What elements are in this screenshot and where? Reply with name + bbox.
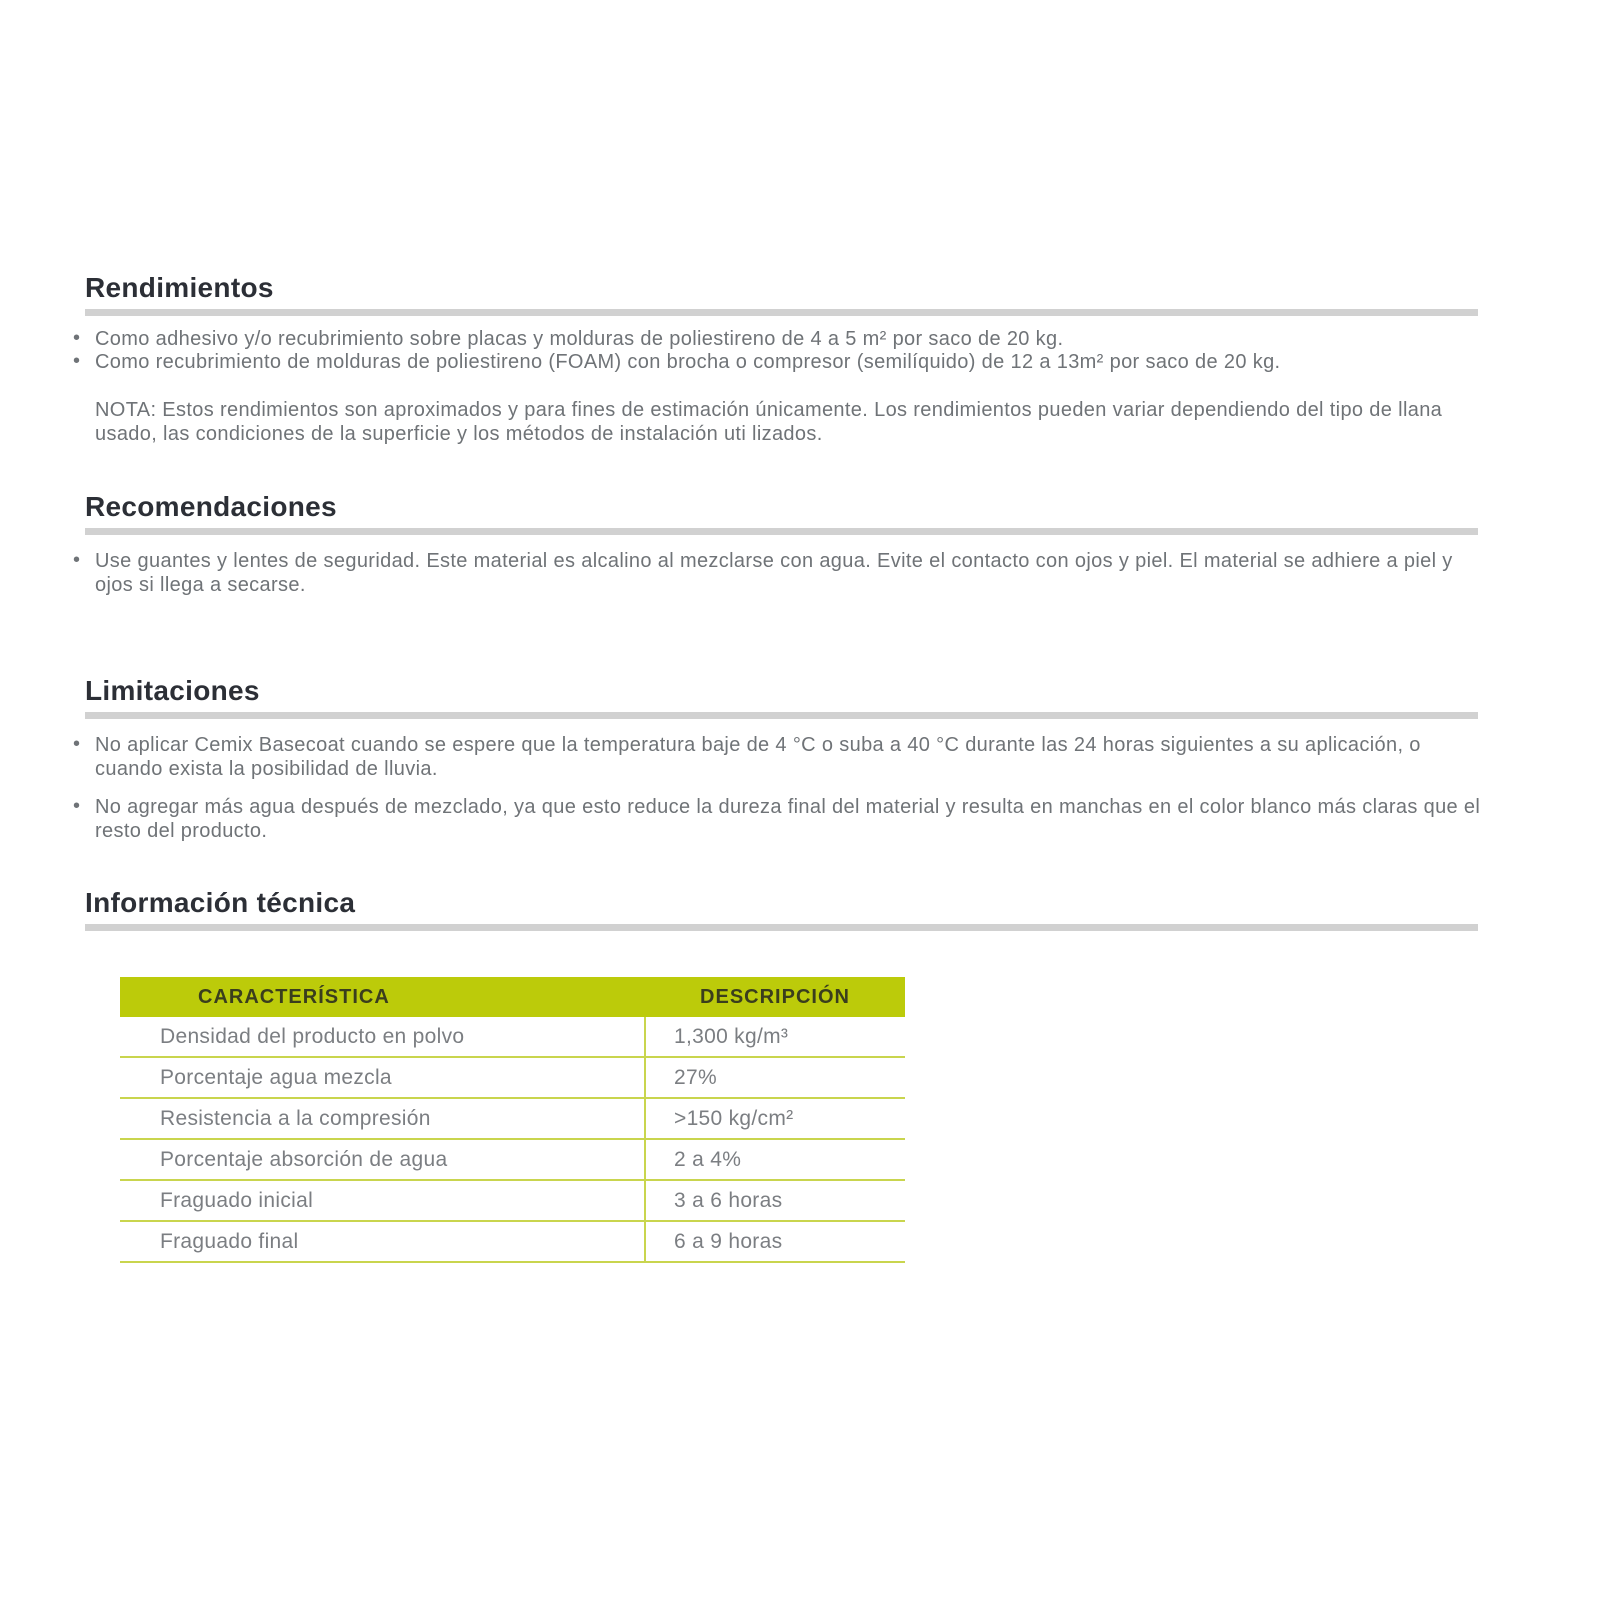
section-title-informacion-tecnica: Información técnica	[85, 887, 356, 918]
bullet-list-limitaciones	[73, 733, 1485, 843]
table-row	[120, 1180, 905, 1221]
section-recomendaciones	[85, 492, 1485, 597]
value-cell: 2 a 4%	[645, 1139, 905, 1180]
section-title-recomendaciones: Recomendaciones	[85, 491, 337, 522]
bullet-item: • No aplicar Cemix Basecoat cuando se espere que la temperatura baje de 4 °C o suba a 40 °C durante las 24 horas siguientes a su aplicación, o cuando exista la posibilidad de lluvia.	[73, 733, 1485, 781]
value-cell: 6 a 9 horas	[645, 1221, 905, 1262]
table-row	[120, 1017, 905, 1057]
bullet-list-rendimientos	[73, 328, 1485, 374]
technical-data-table	[120, 977, 905, 1263]
section-rendimientos	[85, 273, 1485, 446]
table-row	[120, 1139, 905, 1180]
feature-cell: Resistencia a la compresión	[120, 1098, 645, 1139]
datasheet-page	[85, 273, 1485, 1263]
feature-cell: Fraguado final	[120, 1221, 645, 1262]
column-header-caracteristica: CARACTERÍSTICA	[120, 977, 645, 1017]
section-informacion-tecnica	[85, 888, 1485, 1263]
feature-cell: Densidad del producto en polvo	[120, 1017, 645, 1057]
bullet-list-recomendaciones	[73, 549, 1485, 597]
feature-cell: Fraguado inicial	[120, 1180, 645, 1221]
value-cell: 3 a 6 horas	[645, 1180, 905, 1221]
table-row	[120, 1098, 905, 1139]
section-divider	[85, 309, 1478, 316]
column-header-descripcion: DESCRIPCIÓN	[645, 977, 905, 1017]
value-cell: >150 kg/cm²	[645, 1098, 905, 1139]
bullet-item: • Como adhesivo y/o recubrimiento sobre placas y molduras de poliestireno de 4 a 5 m² por saco de 20 kg.	[73, 328, 1485, 351]
bullet-item: • Como recubrimiento de molduras de poliestireno (FOAM) con brocha o compresor (semilíquido) de 12 a 13m² por saco de 20 kg.	[73, 351, 1485, 374]
section-limitaciones	[85, 676, 1485, 843]
table-row	[120, 1221, 905, 1262]
value-cell: 27%	[645, 1057, 905, 1098]
section-title-limitaciones: Limitaciones	[85, 675, 260, 706]
section-title-rendimientos: Rendimientos	[85, 272, 274, 303]
bullet-item: • Use guantes y lentes de seguridad. Este material es alcalino al mezclarse con agua. Evite el contacto con ojos y piel. El material se adhiere a piel y ojos si llega a secarse.	[73, 549, 1485, 597]
section-divider	[85, 528, 1478, 535]
value-cell: 1,300 kg/m³	[645, 1017, 905, 1057]
table-row	[120, 1057, 905, 1098]
feature-cell: Porcentaje absorción de agua	[120, 1139, 645, 1180]
section-divider	[85, 924, 1478, 931]
table-header-row	[120, 977, 905, 1017]
note-paragraph: NOTA: Estos rendimientos son aproximados y para fines de estimación únicamente. Los rendimientos pueden variar dependiendo del tipo de llana usado, las condiciones de la superficie y los métodos de instalación uti lizados.	[95, 399, 1443, 445]
feature-cell: Porcentaje agua mezcla	[120, 1057, 645, 1098]
section-divider	[85, 712, 1478, 719]
bullet-item: • No agregar más agua después de mezclado, ya que esto reduce la dureza final del material y resulta en manchas en el color blanco más claras que el resto del producto.	[73, 795, 1485, 843]
